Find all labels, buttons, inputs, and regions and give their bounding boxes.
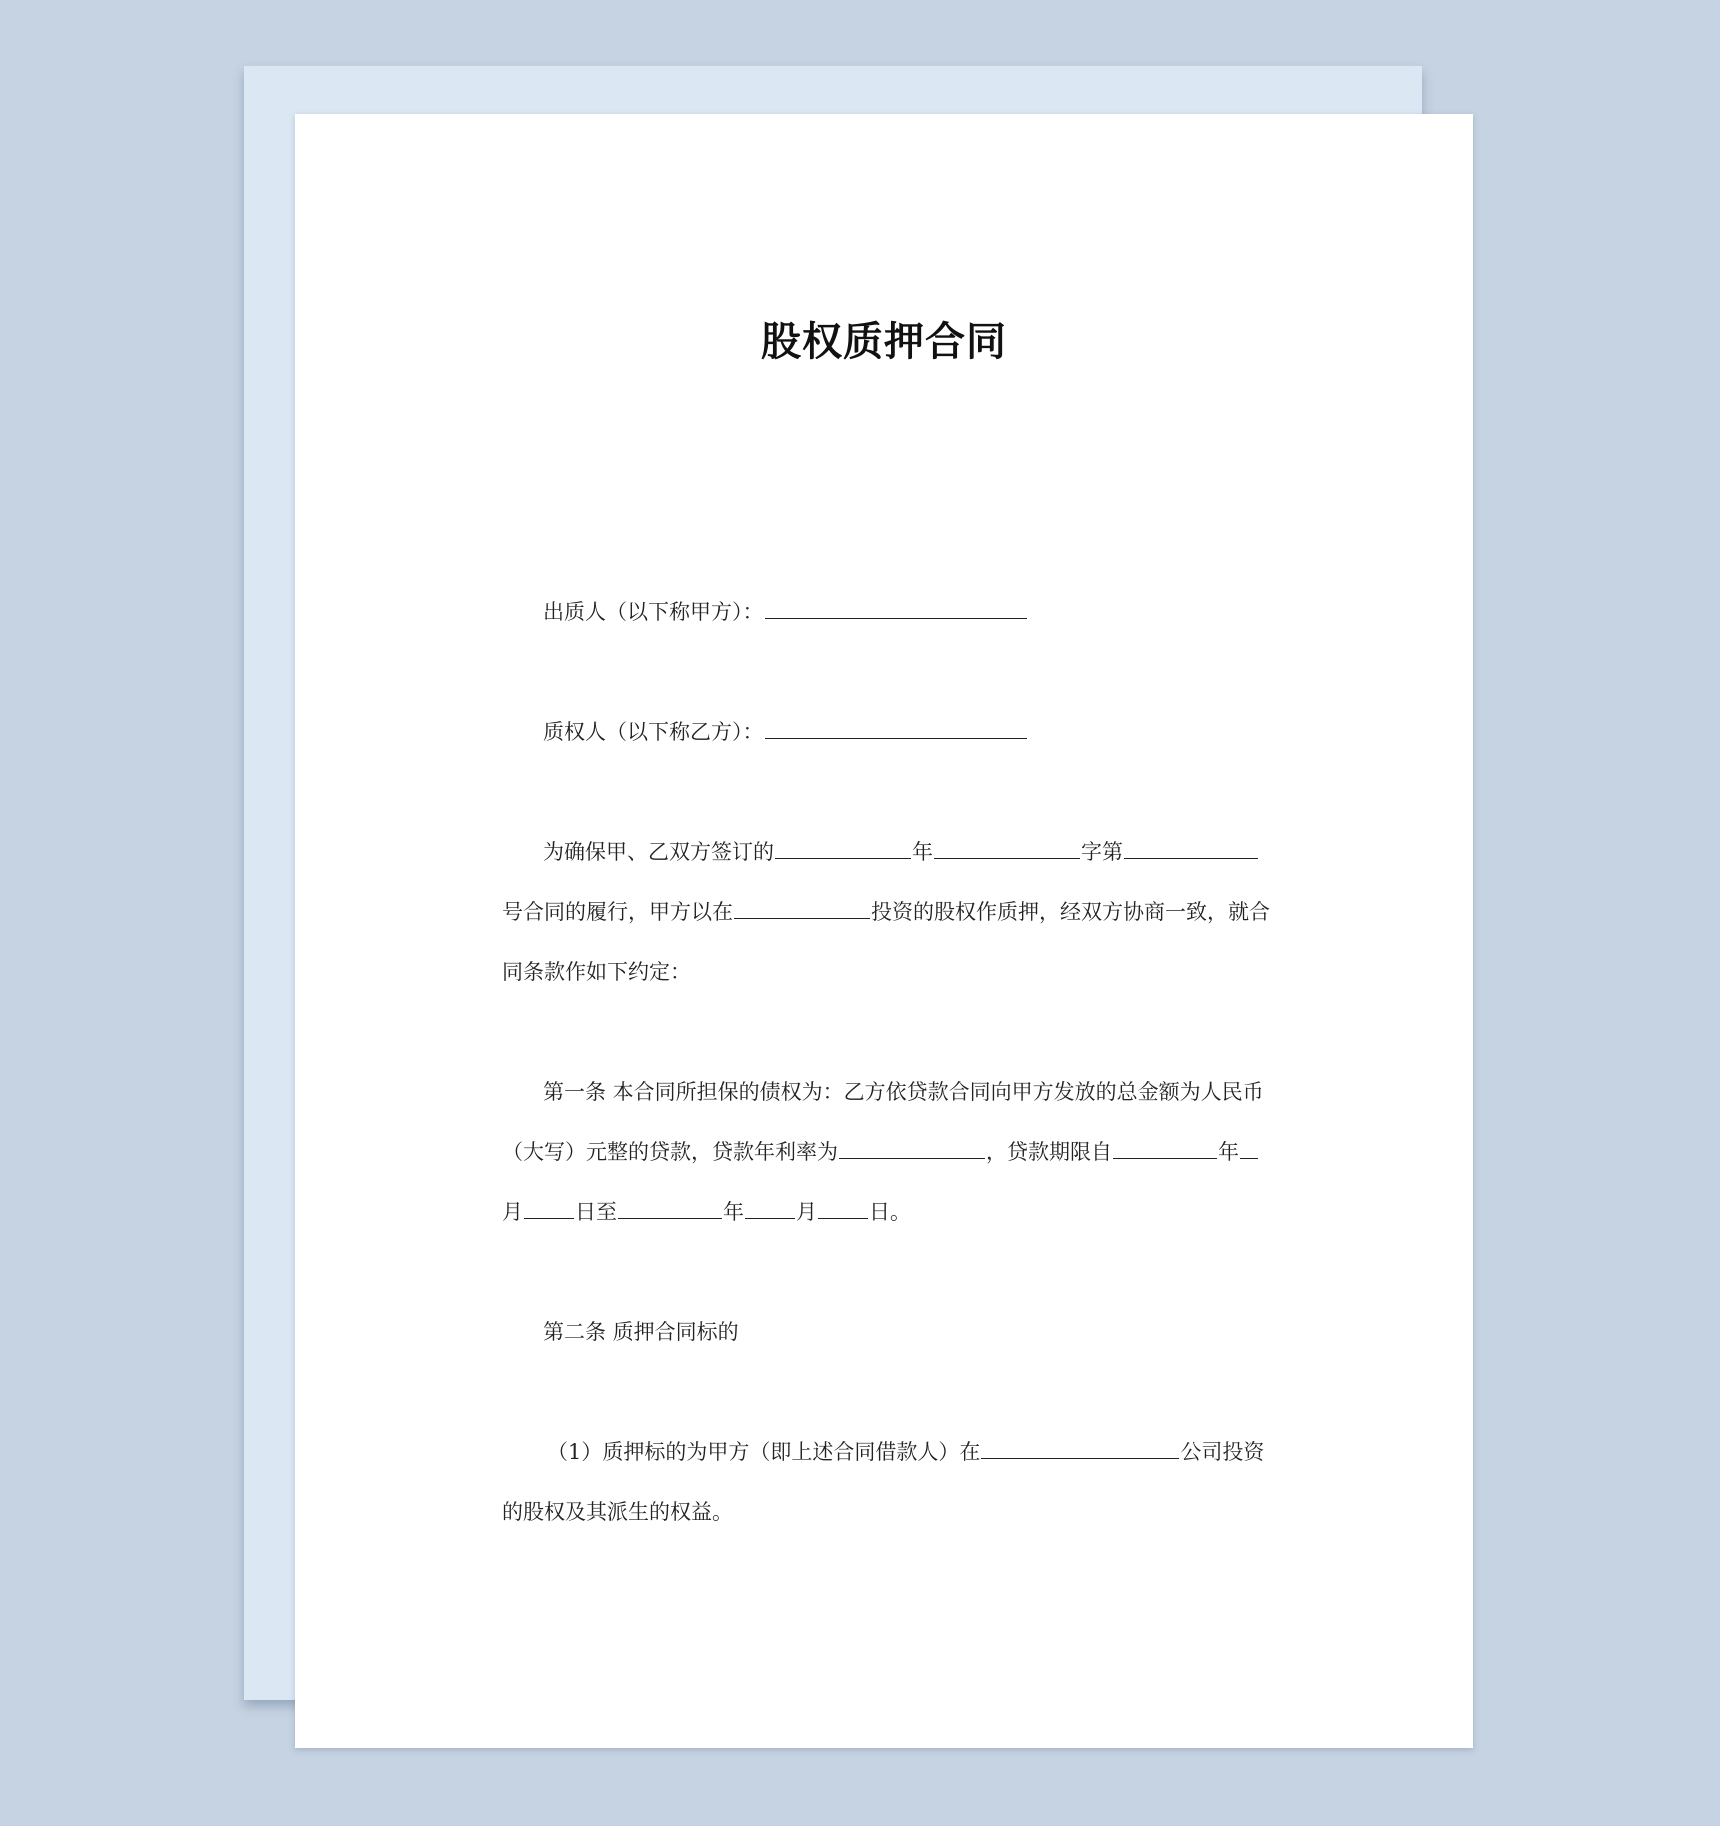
preamble-line-2	[502, 898, 1270, 926]
article1-line-3	[502, 1198, 911, 1226]
invested-company-blank	[734, 898, 870, 919]
end-day-blank	[818, 1198, 868, 1219]
pledgor-line	[543, 598, 1028, 626]
article2-item1-line-2	[502, 1498, 733, 1526]
preamble-line-3	[502, 958, 691, 986]
preamble-text: 投资的股权作质押，经双方协商一致，就合	[871, 900, 1270, 924]
preamble-line-1	[543, 838, 1259, 866]
article1-text: （大写）元整的贷款，贷款年利率为	[502, 1140, 838, 1164]
document-title: 股权质押合同	[761, 319, 1007, 365]
article1-text: ，贷款期限自	[986, 1140, 1112, 1164]
end-month-blank	[745, 1198, 795, 1219]
preamble-text: 年	[912, 840, 933, 864]
preamble-text: 为确保甲、乙双方签订的	[543, 840, 774, 864]
pledgor-blank	[765, 598, 1027, 619]
pledgee-label: 质权人（以下称乙方）：	[543, 720, 764, 744]
preamble-text: 同条款作如下约定：	[502, 960, 691, 984]
document-page	[295, 114, 1473, 1748]
article1-text: 月	[796, 1200, 817, 1224]
article2-text: 的股权及其派生的权益。	[502, 1500, 733, 1524]
article2-text: 公司投资	[1180, 1440, 1265, 1464]
article1-line-1	[543, 1078, 1264, 1106]
pledgee-line	[543, 718, 1028, 746]
article1-text: 年	[1218, 1140, 1239, 1164]
start-month-blank	[1240, 1138, 1258, 1159]
contract-number-blank	[1124, 838, 1258, 859]
preamble-text: 号合同的履行，甲方以在	[502, 900, 733, 924]
article1-text: 月	[502, 1200, 523, 1224]
end-year-blank	[618, 1198, 722, 1219]
article2-heading	[543, 1318, 739, 1346]
article1-text: 年	[723, 1200, 744, 1224]
start-year-blank	[1113, 1138, 1217, 1159]
contract-word-blank	[934, 838, 1080, 859]
article2-heading-text: 第二条 质押合同标的	[543, 1320, 739, 1344]
article1-text: 日至	[575, 1200, 617, 1224]
contract-year-blank	[775, 838, 911, 859]
article1-line-2	[502, 1138, 1259, 1166]
article2-text: （1）质押标的为甲方（即上述合同借款人）在	[547, 1440, 981, 1464]
article2-item1-line-1	[547, 1438, 1264, 1466]
article1-text: 日。	[869, 1200, 911, 1224]
preamble-text: 字第	[1081, 840, 1123, 864]
pledged-company-blank	[981, 1438, 1179, 1459]
start-day-blank	[524, 1198, 574, 1219]
pledgor-label: 出质人（以下称甲方）：	[543, 600, 764, 624]
pledgee-blank	[765, 718, 1027, 739]
article1-text: 第一条 本合同所担保的债权为：乙方依贷款合同向甲方发放的总金额为人民币	[543, 1080, 1264, 1104]
interest-rate-blank	[839, 1138, 985, 1159]
